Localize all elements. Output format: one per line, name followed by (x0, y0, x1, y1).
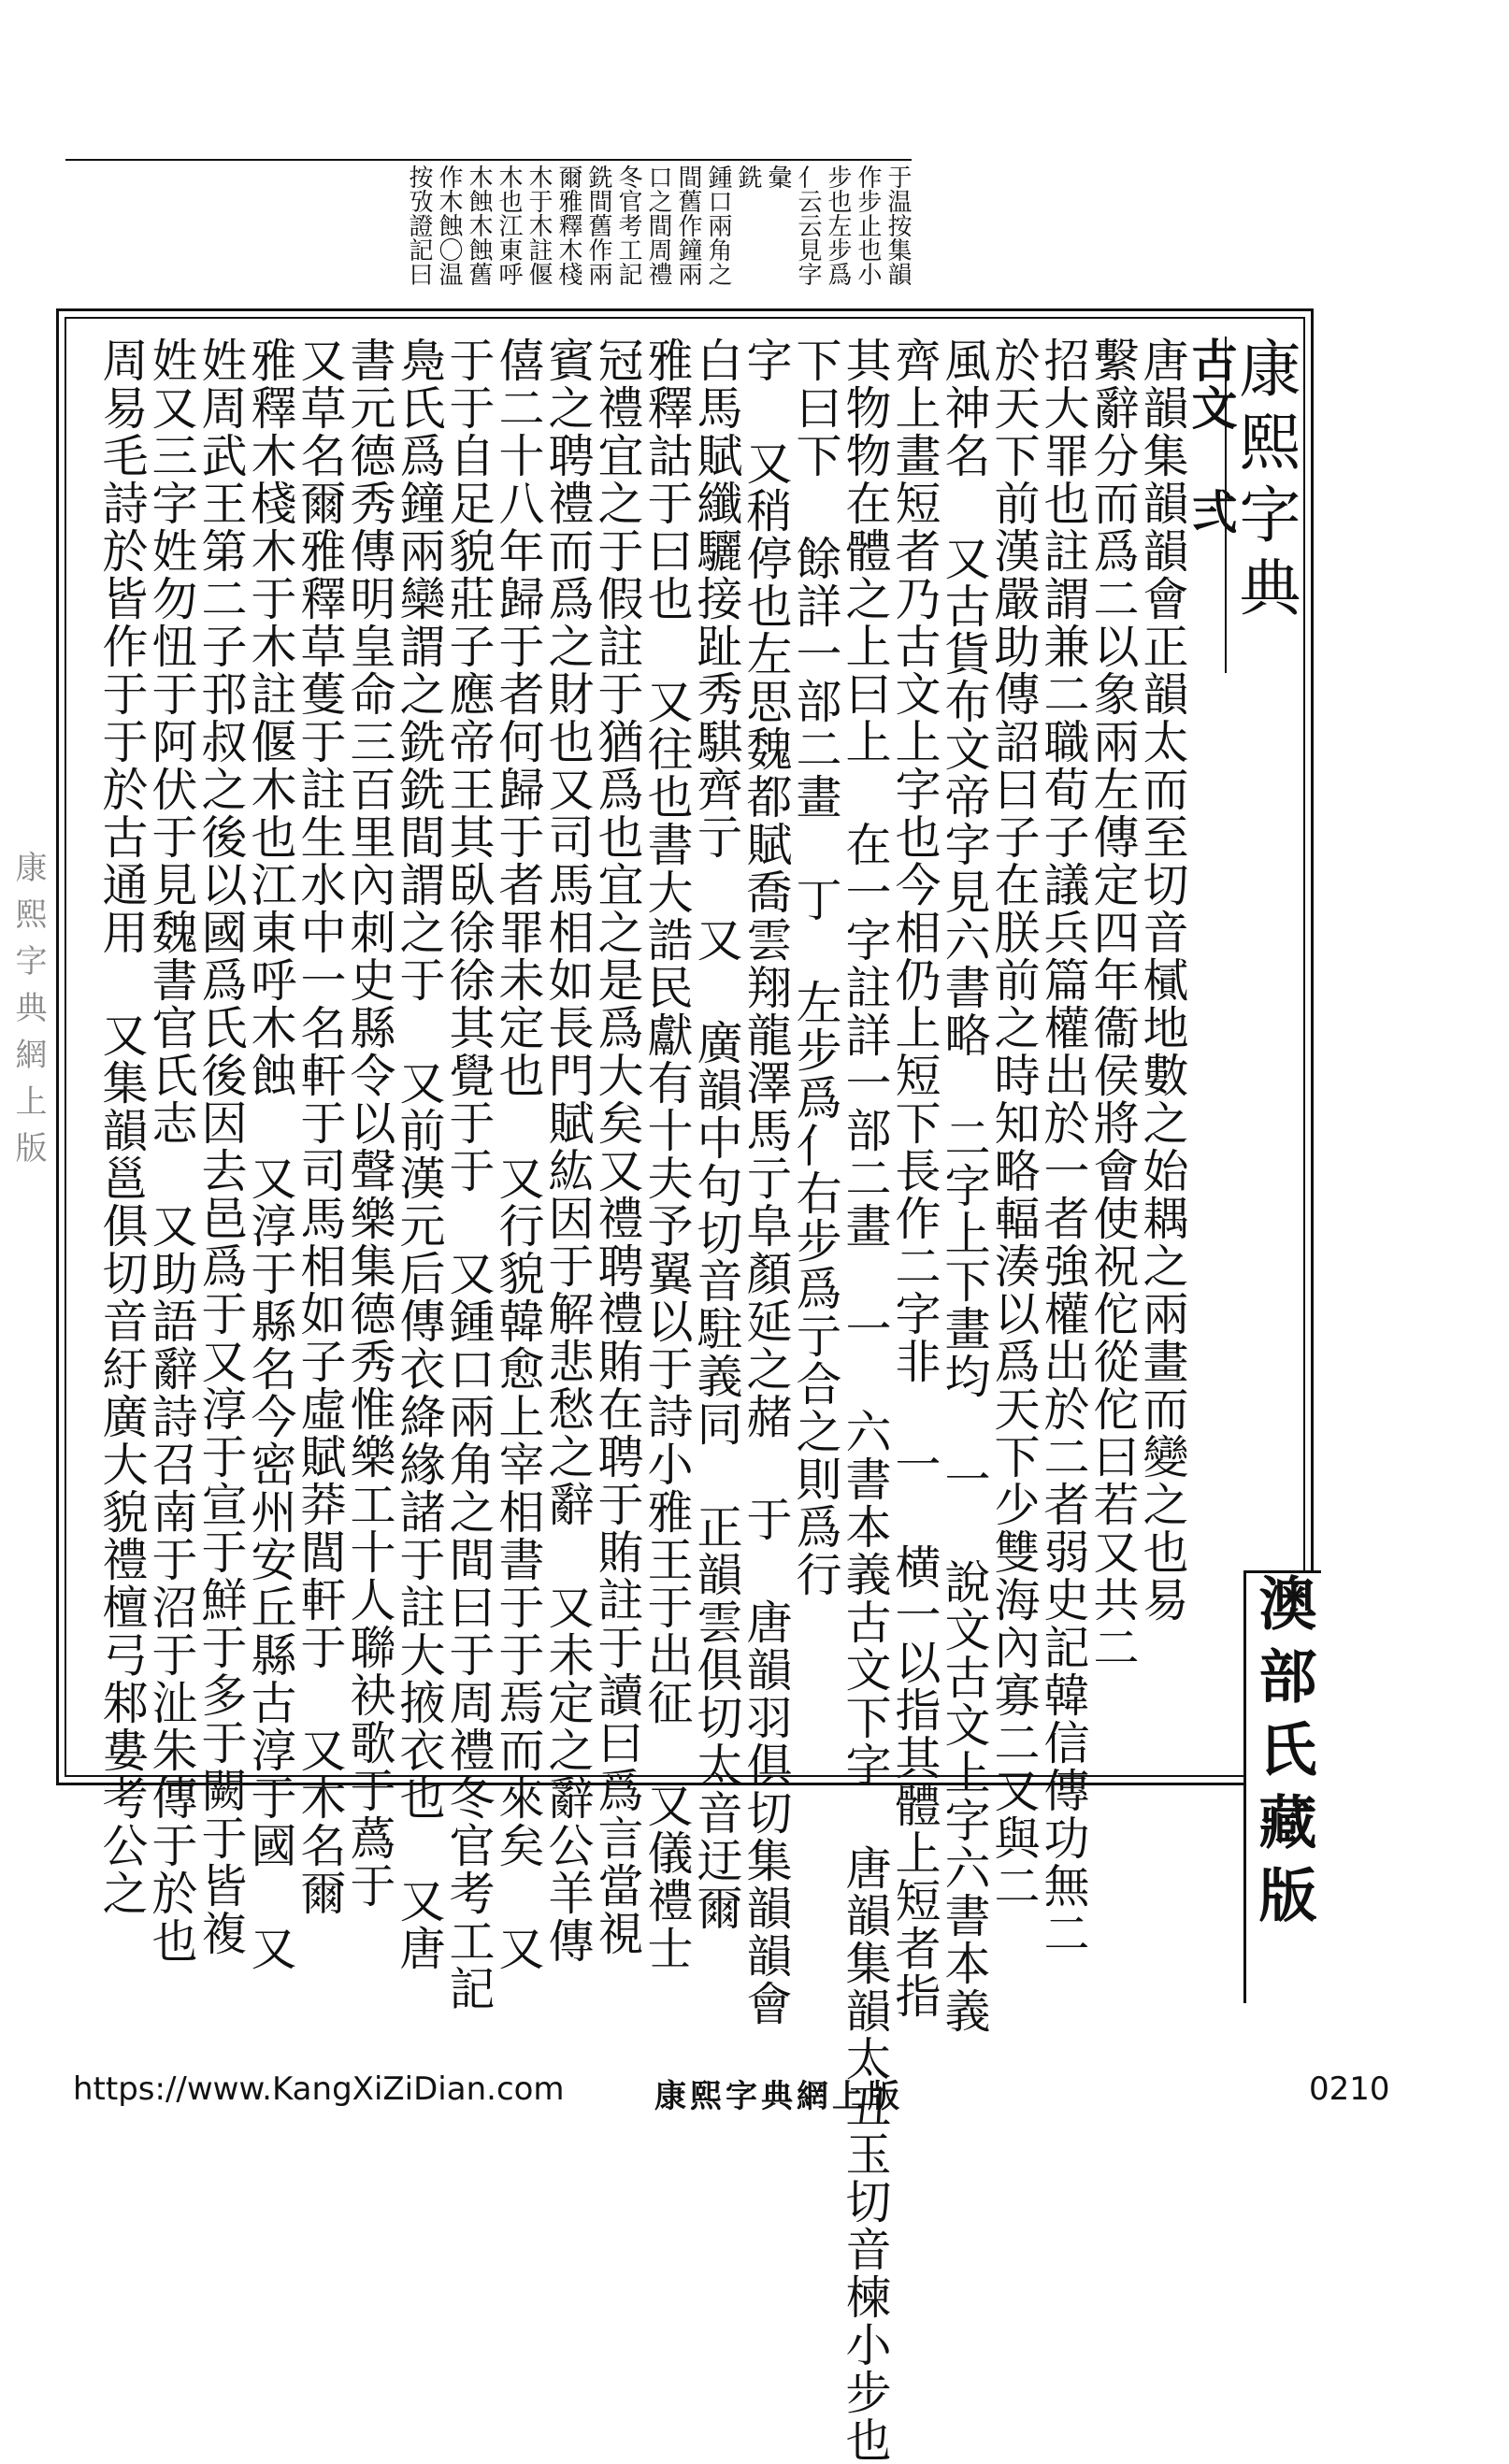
top-note-column: 木也江東呼 (495, 165, 523, 286)
entry-text-column: 雅釋詁于曰也 又往也書大誥民獻有十夫予翼以于詩小雅王于出征 又儀禮士 (640, 337, 694, 1972)
top-note-column: 亻云云見字 (794, 165, 822, 286)
entry-text-column: 其物物在體之上曰上 在一字註詳一部二畫 一 六書本義古文下字 唐韻集韻太丑玉切音楝小步也 (839, 337, 892, 2464)
top-note-column: 于温按集韻 (884, 165, 912, 286)
footer-url-link[interactable]: https://www.KangXiZiDian.com (73, 2070, 565, 2108)
top-note-column: 按攷證記曰 (405, 165, 433, 286)
entry-text-column: 字 又稍停也左思魏都賦喬雲翔龍澤馬亍阜顏延之赭 于 唐韻羽俱切集韻韻會 (740, 337, 793, 2027)
entry-text-column: 姓周武王第二子邘叔之後以國爲氏後因去邑爲于又淳于宣于鮮于多于闕于皆複 (194, 337, 248, 1957)
entry-text-column: 冠禮宜之于假註于猶爲也宜之是爲大矣又禮聘禮賄在聘于賄註于讀曰爲言當視 (591, 337, 644, 1957)
entry-text-column: 齊上畫短者乃古文上字也今相仍上短下長作二字非 一 横一以指其體上短者指 (888, 337, 941, 2020)
footer-page-number: 0210 (1309, 2070, 1390, 2108)
top-note-column: 爾雅釋木棧 (554, 165, 582, 286)
entry-text-column: 繫辭分而爲二以象兩左傳定四年衞侯將會使祝佗從佗曰若又共二 (1086, 337, 1140, 1671)
top-note-column: 鍾口兩角之 (704, 165, 732, 286)
footer (0, 2070, 1509, 2117)
entry-text-column: 風神名 又古貨布文帝字見六書略 二字上下畫均 一 說文古文上字六書本義 (938, 337, 991, 2035)
top-note-column: 銑間舊作兩 (584, 165, 612, 286)
entry-text-column: 白馬賦纖驪接趾秀騏齊亍 又 廣韻中句切音駐義同 正韻雲俱切太音迂爾 (690, 337, 743, 1932)
entry-text-column: 於天下前漢嚴助傳詔曰子在朕前之時知略輻湊以爲天下少雙海內寡二又與二 (987, 337, 1041, 1910)
top-note-column: 銑 (734, 165, 762, 189)
header-title: 康熙字典 (1229, 337, 1301, 628)
top-note-column: 作木蝕〇温 (435, 165, 463, 286)
entry-text-column: 鳧氏爲鐘兩欒謂之銑銑間謂之于 又前漢元后傳衣絳緣諸于註大掖衣也 又唐 (393, 337, 446, 1972)
top-note-column: 步也左步爲 (824, 165, 852, 286)
entry-text-column: 招大罪也註謂兼二職荀子議兵篇權出於一者強權出於二者弱史記韓信傳功無二 (1037, 337, 1090, 1957)
entry-text-column: 書元德秀傳明皇命三百里內刺史縣令以聲樂集德秀惟樂工十人聯袂歌于蔿于 (343, 337, 396, 1910)
entry-text-column: 于于自足貌莊子應帝王其臥徐徐其覺于于 又鍾口兩角之間曰于周禮冬官考工記 (442, 337, 496, 2013)
entry-text-column: 下曰下 餘詳一部二畫 丁 左步爲亻右步爲亍合之則爲行 (789, 337, 842, 1598)
footer-title: 康熙字典網上版 (654, 2078, 903, 2115)
top-note-column: 冬官考工記 (614, 165, 642, 286)
entry-text-column: 又草名爾雅釋草蒦于註生水中一名軒于司馬相如子虛賦莽閭軒于 又木名爾 (294, 337, 347, 1917)
entry-text-column: 僖二十八年歸于者何歸于者罪未定也 又行貌韓愈上宰相書于于焉而來矣 又 (492, 337, 545, 1972)
top-note-column: 作步止也小 (854, 165, 882, 286)
entry-text-column: 雅釋木棧木于木註偃木也江東呼木蝕 又淳于縣名今密州安丘縣古淳于國 又 (244, 337, 297, 1972)
entry-text-column: 賓之聘禮而爲之財也又司馬相如長門賦紘因于解悲愁之辭 又未定之辭公羊傳 (541, 337, 595, 1965)
top-note-column: 口之間周禮 (644, 165, 672, 286)
top-notes-block (65, 159, 912, 315)
entry-text-column: 姓又三字姓勿忸于阿伏于見魏書官氏志 又助語辭詩召南于沼于沚朱傳于於也 (145, 337, 198, 1965)
entry-text-column: 周易毛詩於皆作于于於古通用 又集韻邕俱切音紆廣大貌禮檀弓邾婁考公之 (95, 337, 149, 1917)
top-note-column: 木蝕木蝕舊 (465, 165, 493, 286)
side-label: 澳部氏藏版 (1249, 1573, 1317, 1938)
entry-text-column: 唐韻集韻韻會正韻太而至切音樲地數之始耦之兩畫而變之也易 (1136, 337, 1189, 1624)
left-watermark-text: 康熙字典網上版 (9, 851, 47, 1178)
top-note-column: 木于木註偃 (525, 165, 553, 286)
top-note-column: 間舊作鐘兩 (674, 165, 702, 286)
top-notes-columns (405, 165, 912, 309)
side-label-box (1243, 1570, 1321, 2003)
left-watermark (0, 851, 56, 1290)
entry-head-column: 古文 弍 (1185, 337, 1239, 536)
top-note-column: 彙 (764, 165, 792, 189)
